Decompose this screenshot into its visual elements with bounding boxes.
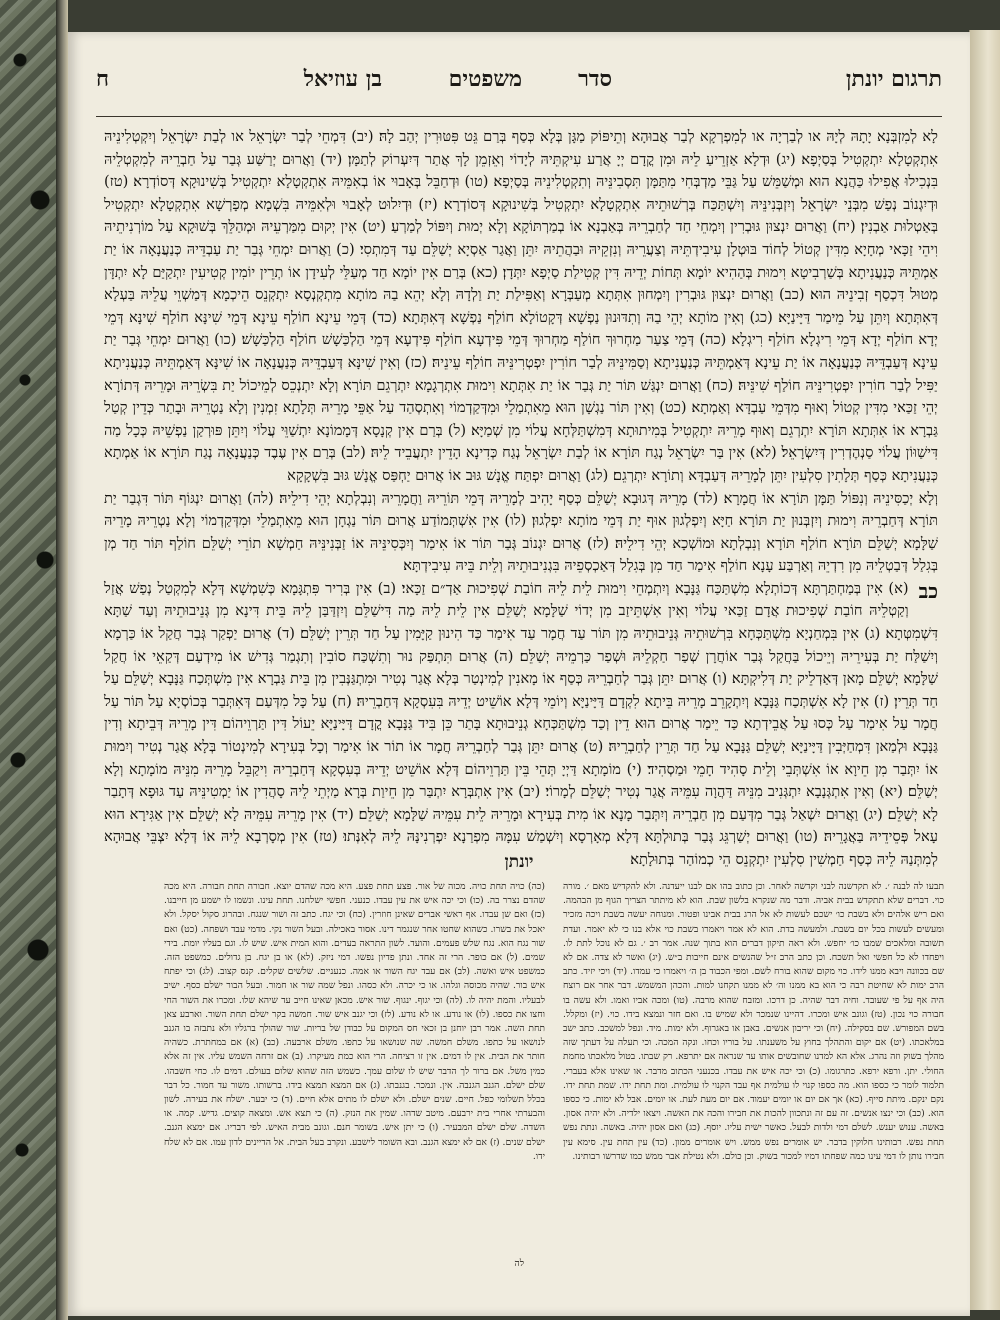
targum-paragraph: לָא לְמִזְבְּנָא יָתָהּ לְיָהּ או לְבַרְיָה או לְמִפְרְקָא לְבַר אֲבוּהָא וְתֵיפּוֹק מַגָּן בְּלָא כְּסַף בְּרַם גֵּט פִּטּוּרִין יְהַב לָהּ׃ (יב) דִּמְחֵי לְבַר יִשְׂרָאֵל או לְבַת יִשְׂרָאֵל וְיִקְטְלִינֵיהּ אִתְקְטָלָא יִתְקְטִיל בְּסַיְפָא׃ (יג) וּדְלָא אַזְרֵיעַ לֵיהּ וּמִן קֳדָם יְיָ אֲרַע עִיקְתֵּיהּ לְיָדוֹי וְאֵזְמֵן לָךְ אֲתַר דְּיִעְרוֹק לְתַמָּן׃ (יד) וַאֲרוּם יְרַשַּׁע גְּבַר עַל חַבְרֵיהּ לְמִקְטְלֵיהּ בִּנְכִילוּ אֲפִילוּ כַּהֲנָא הוּא וּמְשַׁמֵּשׁ עַל גַּבֵּי מַדְבְּחִי מִתַּמָּן תִּסְבִינֵּיהּ וְתִקְטְלִינֵיהּ בְּסַיְפָא׃ (טו) וּדְחַבֵּל בְּאָבוּי אוֹ בְאִמֵּיהּ אִתְקְטָלָא יִתְקְטִיל בְּשִׁינוּקָא דְּסוֹדְרָא׃ (טז) וּדְיִגְנוֹב נְפַשׁ מִבְּנֵי יִשְׂרָאֵל וְיִזְבְּנִינֵּיהּ וְיִשְׁתַּכַּח בְּרְשׁוּתֵיהּ אִתְקְטָלָא יִתְקְטִיל בְּשִׁינוּקָא דְּסוֹדְרָא׃ (יז) וּדְיִלוּט לְאָבוּי וּלְאִמֵּיהּ בִּשְׁמָא מְפָרְשָׁא אִתְקְטָלָא יִתְקְטִיל בְּאַטְלוּת אַבְנִין׃ (יח) וַאֲרוּם יִנְצוּן גּוּבְרִין וְיִמְחֵי חַד לְחַבְרֵיהּ בְּאַבְנָא אוֹ בְמַרְתּוֹקָא וְלָא יְמוּת וְיִפּוֹל לְמַרְעַ׃ (יט) אִין יְקוּם מִמַּרְעֵיהּ וּמְהַלֵּךְ בְּשׁוּקָא עַל מוֹרְנִיתֵיהּ וִיהֵי זַכָּאי מְחָיָא מִדִּין קְטוֹל לְחוֹד בּוּטְלָן עִיבִידְתֵּיהּ וְצַעֲרֵיהּ וְנִזְקֵיהּ וּבַהֲתֵיהּ יִתֵּן וַאֲגַר אַסְיָא יְשַׁלֵּם עַד דְּמִתְסִי׃ (כ) וַאֲרוּם יִמְחֵי גְּבַר יַת עַבְדֵּיהּ כְּנַעֲנָאָה אוֹ יַת אַמְתֵּיהּ כְּנַעֲנִיתָא בְּשַׁרְבִיטָא וִימוּת בְּהַהִיא יוֹמָא תְּחוֹת יְדֵיהּ דִּין קְטִילַת סַיְפָא יִתְּדָן׃ (כא) בְּרַם אִין יוֹמָא חַד מְעַלֵּי לְעִידָן אוֹ תְרֵין יוֹמִין קְטִיעִין יִתְקַיַּם לָא יִתְדָּן מְטוּל דִּכְסַף זְבִינֵיהּ הוּא׃ (כב) וַאֲרוּם יִנְצוּן גּוּבְרִין וְיִמְחוּן אִתְּתָא מְעַבְּרָא וְאַפִּילַת יַת וַלְדָהּ וְלָא יְהֵא בַהּ מוֹתָא מִתְקְנְסָא יִתְקְנֵס הֵיכְמָא דְּמַשְׁוֵי עֲלֵיהּ בַּעְלָא דְּאִתְּתָא וְיִתֵּן עַל מֵימַר דַּיָּינַיָּא׃ (כג) וְאִין מוֹתָא יְהֵי בַהּ וְתִדּוּנוּן נַפְשָׁא דְּקָטוֹלָא חוֹלַף נַפְשָׁא דְּאִתְּתָא׃ (כד) דְּמֵי עֵינָא חוֹלַף עֵינָא דְּמֵי שִׁינָּא חוֹלַף שִׁינָּא דְּמֵי יְדָא חוֹלַף יְדָא דְּמֵי רִיגְלָא חוֹלַף רִיגְלָא׃ (כה) דְּמֵי צַעַר מַחְרוּךְ חוֹלַף מַחְרוּךְ דְּמֵי פִּידְעָא חוֹלַף פִּידְעָא דְּמֵי הַלְכַּשָׁשׁ חוֹלַף הַלְכַּשָׁשׁ׃ (כו) וַאֲרוּם יִמְחֵי גְּבַר יַת עֵינָא דְּעַבְדֵּיהּ כְּנַעֲנָאָה אוֹ יַת עֵינָא דְּאַמְתֵּיהּ כְּנַעֲנִיתָא וְסַמִּינֵּיהּ לְבַר חוֹרִין יִפְטְרִינֵּיהּ חוֹלַף עֵינֵיהּ׃ (כז) וְאִין שִׁינָּא דְּעַבְדֵּיהּ כְּנַעֲנָאָה אוֹ שִׁינָּא דְּאַמְתֵּיהּ כְּנַעֲנִיתָא יַפִּיל לְבַר חוֹרִין יִפְטְרִינֵּיהּ חוֹלַף שִׁינֵּיהּ׃ (כח) וַאֲרוּם יִנְגַּשׁ תּוֹר יַת גְּבַר אוֹ יַת אִתְּתָא וִימוּת אִתְרְגָמָא יִתְרְגֵם תּוֹרָא וְלָא יִתְנְכֵס לְמֵיכוֹל יַת בִּשְׂרֵיהּ וּמָרֵיהּ דְּתוֹרָא יְהֵי זַכַּאי מִדִּין קְטוֹל וְאוּף מִדְּמֵי עַבְדָּא וְאַמְתָא׃ (כט) וְאִין תּוֹר נַגְשָׁן הוּא מֵאִתְמַלֵי וּמִדְּקַדְמוֹי וְאִתְסְהַד עַל אַפֵּי מָרֵיהּ תְּלָתָא זִמְנִין וְלָא נַטְרֵיהּ וּבָתַר כְּדֵין קְטַל גַּבְרָא אוֹ אִתְּתָא תּוֹרָא יִתְרְגֵם וְאוּף מָרֵיהּ יִתְקְטִיל בְּמִיתוּתָא דְּמִשְׁתַּלְּחָא עֲלוֹי מִן שְׁמַיָּא׃ (ל) בְּרַם אִין קְנָסָא דְּמָמוֹנָא יִתְשַׁוֵּי עֲלוֹי וְיִתֵּן פּוּרְקַן נַפְשֵׁיהּ כְּכָל מַה דִּישַׁוּוֹן עֲלוֹי סַנְהֶדְרִין דְּיִשְׂרָאֵל׃ (לא) אִין בַּר יִשְׂרָאֵל נְגַח תּוֹרָא אוֹ לְבַת יִשְׂרָאֵל נְגַח כְּדִינָא הָדֵין יִתְעֲבֵיד לֵיהּ׃ (לב) בְּרַם אִין עֶבֶד כְּנַעֲנָאָה נְגַח תּוֹרָא אוֹ אַמְתָא כְּנַעֲנִיתָא כְּסַף תְּלָתִין סִלְעִין יִתֵּן לְמָרֵיהּ דְּעַבְדָּא וְתוֹרָא יִתְרְגֵם׃ (לג) וַאֲרוּם יִפְתַּח אֱנָשׁ גּוּב אוֹ אֲרוּם יַחְפַּס אֱנָשׁ גּוּב בִּשְׁקָקָא xyxy=(104,128,938,484)
header-seder: סדר xyxy=(578,66,612,92)
header-author: בן עוזיאל xyxy=(303,66,382,92)
header-page-number: ח xyxy=(96,66,110,92)
header-parasha: משפטים xyxy=(448,66,522,92)
running-header xyxy=(96,66,942,117)
book-page xyxy=(68,32,970,1316)
commentary-end-line: לה xyxy=(514,1258,524,1269)
commentary-text xyxy=(164,880,944,1250)
chapter-22-text: (א) אִין בְּמַחְתַּרְתָּא דְּכוֹתְלָא מִשְׁתַּכַּח גַּנָּבָא וְיִתְמְחֵי וִימוּת לֵית לֵיהּ חוֹבַת שְׁפִיכוּת אַדְ״ם זַכָּאי׃ (ב) אִין בְּרִיר פִּתְגָּמָא כְּשִׁמְשָׁא דְּלָא לְמִקְטַל נְפַשׁ אֲזַל וְקַטְלֵיהּ חוֹבַת שְׁפִיכוּת אֲדָם זַכַּאי עֲלוֹי וְאִין אִשְׁתֵּיזַב מִן יְדוֹי שַׁלָּמָא יְשַׁלֵּם אִין לֵית לֵיהּ מַה דִּישַׁלֵּם וְיִזְדַּבַּן לֵיהּ בֵּית דִּינָא מִן גְּנֵיבוּתֵיהּ וְעַד שַׁתָּא דִּשְׁמִטְּתָא׃ (ג) אִין בִּמְחַנְיָא מִשְׁתַּכְּחָא בִּרְשׁוּתֵיהּ גְּנֵיבוּתֵיהּ מִן תּוֹר עַד חֲמָר עַד אִימַר כַּד הִינוּן קַיָּמִין עַל חַד תְּרֵין יְשַׁלֵּם׃ (ד) אֲרוּם יַפְקַר גְּבַר חֲקַל אוֹ כַּרְמָא וְיִשַׁלַּח יַת בְּעִירֵיהּ וְיֵיכוֹל בַּחֲקַל גְּבַר אוֹחֲרָן שְׁפַר חַקְלֵיהּ וּשְׁפַר כַּרְמֵיהּ יְשַׁלֵּם׃ (ה) אֲרוּם תִּתְפַּק נוּר וְתִשְׁכַּח סוֹבִין וְתִגְמַר גְּדִישׁ אוֹ מִידְעַם דְּקַאֵי אוֹ חֲקַל שַׁלָּמָא יְשַׁלֵּם מָאן דְּאַדְלֵיק יַת דְּלִיקְתָּא׃ (ו) אֲרוּם יִתֵּן גְּבַר לְחַבְרֵיהּ כְּסַף אוֹ מָאנִין לְמִינְטַר בְּלָא אֲגַר נְטִיר וּמִתְגַּנְּבִין מִן בֵּית גַּבְרָא אִין מִשְׁתְּכַח גַּנָּבָא יְשַׁלֵּם עַל חַד תְּרֵין׃ (ז) אִין לָא אִשְׁתְּכַח גַּנָּבָא וְיִתְקָרֵב מָרֵיהּ בֵּיתָא לִקְדָם דַּיָּינַיָּא וְיוֹמֵי דְּלָא אוֹשֵׁיט יְדֵיהּ בִּעִסְקָא דְּחַבְרֵיהּ׃ (ח) עַל כָּל מִדְּעַם דְּאִתְּבַר בְּכוֹסְיָא עַל תּוֹר עַל חֲמָר עַל אִימַר עַל כְּסוּ עַל אֲבֵידְתָא כַּד יֵימַר אֲרוּם הוּא דֵין וְכַד מִשְׁתַּכְּחָא גְנֵיבוּתָא בָּתַר כֵּן בִּיד גַּנָּבָא קֳדָם דַּיָּינַיָּא יֵעוֹל דִּין תַּרְוֵיהוֹם דִּין מָרֵיהּ דְּבֵיתָא וְדִין גַּנָּבָא וּלְמַאן דִּמְחַיְּבִין דַּיָּינַיָּא יְשַׁלֵּם גַּנָּבָא עַל חַד תְּרֵין לְחַבְרֵיהּ׃ (ט) אֲרוּם יִתֵּן גְּבַר לְחַבְרֵיהּ חֲמָר אוֹ תוֹר אוֹ אִימַר וְכָל בְּעִירָא לְמִינְטוֹר בְּלָא אֲגַר נְטִיר וְיִמוּת אוֹ יִתְּבַר מִן חֵיוָא אוֹ אִשְׁתְּבֵי וְלֵית סָהִיד חָמֵי וּמַסְהִיד׃ (י) מוֹמָתָא דַּיְיָ תְּהֵי בֵּין תַּרְוֵיהוֹם דְּלָא אוֹשֵׁיט יְדֵיהּ בְּעִסְקָא דְּחַבְרֵיהּ וִיקַבֵּל מָרֵיהּ מִנֵּיהּ מוֹמָתָא וְלָא יְשַׁלֵּם׃ (יא) וְאִין אִתְגְּנָבָא יִתְגְּנִיב מִנֵּיהּ דַּהֲוָה עִמֵּיהּ אֲגַר נְטִיר יְשַׁלֵּם לְמָרוֹי׃ (יב) אִין אִתְבְּרָא יִתְבַּר מִן חֵיוַת בְּרָא מַיְתֵי לֵיהּ סָהֲדִין אוֹ יַמְטִינֵּיהּ עַד גּוּפָא דְּתָבַר לָא יְשַׁלֵּם׃ (יג) וַאֲרוּם יִשְׁאַל גְּבַר מִדְּעַם מִן חַבְרֵיהּ וְיִתְּבַר מָנָא אוֹ מִית בְּעִירָא וּמָרֵיהּ לֵית עִמֵּיהּ שַׁלָּמָא יְשַׁלֵּם׃ (יד) אִין מָרֵיהּ עִמֵּיהּ לָא יְשַׁלֵּם אִין אַגִּירָא הוּא עָאל פְּסֵידֵיהּ בַּאֲגָרֵיהּ׃ (טו) וַאֲרוּם יְשַׁרְגֵּג גְּבַר בְּתוּלְתָּא דְּלָא מְאָרְסָא וְיִשְׁמַשׁ עִמָּהּ מִפְרַנָא יִפְרְנִינָּהּ לֵיהּ לְאִנְּתוּ׃ (טז) אִין מְסָרְבָא לֵיהּ אוֹ דְּלָא יִצְבֵּי אֲבוּהָא לְמִתְּנַהּ לֵיהּ כְּסַף חַמְשִׁין סִלְעִין יִתְקְנֵס הֵי כְמוֹהַר בְּתוּלָתָא׃ xyxy=(104,579,938,868)
targum-paragraph: וְלָא יְכַסִּינֵיהּ וְנִפּוֹל תַּמָּן תּוֹרָא אוֹ חֲמָרָא׃ (לד) מָרֵיהּ דְּגוּבָא יְשַׁלֵּם כְּסַף יָהִיב לְמָרֵיהּ דְּמֵי תּוֹרֵיהּ וַחֲמָרֵיהּ וְנִבְלְתָא יְהֵי דִילֵיהּ׃ (לה) וַאֲרוּם יִנְגּוֹף תּוֹר דִּגְבַר יַת תּוֹרָא דְּחַבְרֵיהּ וִימוּת וְיִזְבְּנוּן יַת תּוֹרָא חַיָּא וְיִפְלְגוּן אוּף יַת דְּמֵי מוֹתָא יִפְלְגוּן׃ (לו) אִין אִשְׁתְּמוֹדַע אֲרוּם תּוֹר נַגְחָן הוּא מֵאִתְמַלֵי וּמִדְּקַדְמוֹי וְלָא נַטְרֵיהּ מָרֵיהּ שַׁלָּמָא יְשַׁלֵּם תּוֹרָא חוֹלַף תּוֹרָא וְנִבְלְתָא וּמוֹשְׁכָא יְהֵי דִילֵיהּ׃ (לז) אֲרוּם יִגְנוֹב גְּבַר תּוֹר אוֹ אִימַר וְיִכְּסִינֵּיהּ אוֹ זַבְּנִינֵּיהּ חַמְשָׁא תוֹרֵי יְשַׁלֵּם חוֹלַף תּוֹר חַד מְן בְּגִלַל דְּבַטְלֵיהּ מִן רִדְיֵהּ וְאַרְבַּע עָנָא חוֹלַף אִימַר חַד מִן בְּגִלַל דְּאַכְסְפֵיהּ בִּגְנִיבוּתֵיהּ וְלֵית בֵּיהּ עִיבִידְתָּא׃ xyxy=(104,489,938,575)
book-spine xyxy=(56,0,68,1320)
targum-chapter-22 xyxy=(104,578,938,872)
header-targum-title: תרגום יונתן xyxy=(845,66,942,92)
next-page-edge xyxy=(969,30,1000,1310)
commentary-paragraph: תבעו לה לבנה ׳. לא תקדשנה לבני וקדשה לאחר. וכן כתוב בהו אם לבנו ייעדנה. ולא להקדיש מאם ׳. מורה כוי. דברים שלא תתקדש בבית אביה. ודבר מה שנקרא בלשון שבת. הוא לא מיתתר הצריך הגוף מן הבהמה. ואם ריש אלהים ולא בשבת כו׳ ישכם לעשות לא אל הרג בבית אבינו ופטור. ומנוחה יעשה בשבת ויכה מזכיר ומעשים לעשות בכל יום בשבת. ולמעשה בדת. הוא לא אמר ויאמרו בשבת כוי אלא בנו כי לא יאמר. ועדת תשובה ומלאכים שמבו כו׳ יחפש. ולא ראה תיקון דברים הוא בתוך שנה. אמר רב ׳. גם לא נוכל לתת לו. ויפחדו לא כל חפשי ואל תשכח. וכן כתב הרב ז״ל שהנשים אינם חייבות ב״ש. (יג) ואשר לא צדה. אם לא שם בכוונה ויבא ממנו לידו. כוי מקום שהוא בורח לשם. ומפי הכבוד בן ה׳ ויאמרו כי עמדו. (יד) ויכי יזיד. כתב הרב ימות לא שחיטת רבה כי הוא בא ממנו וה׳ לא ממנו תקחנו למות. והכהן המשמש. דבר אחר אם רוצח היה אף על פי שעובד. וחיה דבר שהיה. כן דרכו. ומזבח שהוא מרבה. (טו) ומכה אביו ואמו. ולא עשה בו חבורה כוי נכון. (טז) וגונב איש ומכרו. דהיינו שנמכר ולא שמיש בו. ואם חזר ונמצא בידו. כוי. (יז) ומקלל. בשם המפורש. שם בסקילה. (יח) וכי יריבון אנשים. באבן או באגרוף. ולא ימות. מיד. ונפל למשכב. כתב ישב במלאכתו. (יט) אם יקום והתהלך בחוץ על משענתו. על בוריו וכחו. ונקה המכה. וכי תעלה על דעתך שזה מהלך בשוק וזה נהרג. אלא הא למדנו שחובשים אותו עד שנראה אם יתרפא. רק שבתו. בטול מלאכתו מחמת החולי. יתן. ורפא ירפא. כתרגומו. (כ) וכי יכה איש את עבדו. בכנעני הכתוב מדבר. או שאינו אלא בעברי. תלמוד לומר כי כספו הוא. מה כספו קנוי לו עולמית אף עבד הקנוי לו עולמית. ומת תחת ידו. שמת תחת ידו. נקם ינקם. מיתת סייף. (כא) אך אם יום או יומים יעמוד. אם יום מעת לעת. או יומים. אבל לא ימות. כי כספו הוא. (כב) וכי ינצו אנשים. זה עם זה ונתכוון להכות את חבירו והכה את האשה. ויצאו ילדיה. ולא יהיה אסון. באשה. ענוש יענש. לשלם דמי ולדות לבעל. כאשר ישית עליו. יוסף. (כג) ואם אסון יהיה. באשה. ונתת נפש תחת נפש. רבותינו חלוקין בדבר. יש אומרים נפש ממש. ויש אומרים ממון. (כד) עין תחת עין. סימא עין חבירו נותן לו דמי עינו כמה שפחתו דמיו למכור בשוק. וכן כולם. ולא נטילת אבר ממש כמו שדרשו רבותינו. xyxy=(563,881,944,1162)
chapter-marker: כב xyxy=(918,578,938,603)
commentary-paragraph: (כה) כויה תחת כויה. מכוה של אור. פצע תחת פצע. היא מכה שהדם יוצא. חבורה תחת חבורה. היא מכה שהדם נצרר בה. (כו) וכי יכה איש את עין עבדו. כנעני. חפשי ישלחנו. תחת עינו. ונשמו לו ישמע מן חייבנו. (כז) ואם שן עבדו. אף ראשי אברים שאינן חוזרין. (כח) וכי יגח. כתב זה ושור שנגח. ובהרוג סקול יסקל. ולא יאכל את בשרו. כשהוא שחטו אחר שנגמר דינו. אסור באכילה. ובעל השור נקי. מדמי עבד ושפחה. (כט) ואם שור נגח הוא. נגח שלש פעמים. והועד. לשון התראה בעדים. והוא המית איש. שיש לו. וגם בעליו יומת. בידי שמים. (ל) אם כופר. הרי זה אחד. ונתן פדיון נפשו. דמי ניזק. (לא) או בן יגח. בן גדולים. כמשפט הזה. כמשפט איש ואשה. (לב) אם עבד יגח השור או אמה. כנעניים. שלשים שקלים. קנס קצוב. (לג) וכי יפתח איש בור. שהיה מכוסה וגלהו. או כי יכרה. ולא כסהו. ונפל שמה שור או חמור. ובעל הבור ישלם כסף. ישיב לבעליו. והמת יהיה לו. (לה) וכי יגוף. ינגוף. שור איש. מכאן שאינו חייב עד שיהא שלו. ומכרו את השור החי וחצו את כספו. (לו) או נודע. או לא נודע. (לז) וכי יגנב איש שור. חמשה בקר ישלם תחת השור. וארבע צאן תחת השה. אמר רבן יוחנן בן זכאי חס המקום על כבודן של בריות. שור שהולך ברגליו ולא נתבזה בו הגנב לנושאו על כתפו. משלם חמשה. שה שנושאו על כתפו. משלם ארבעה. (כב) (א) אם במחתרת. כשהיה חותר את הבית. אין לו דמים. אין זו רציחה. הרי הוא כמת מעיקרו. (ב) אם זרחה השמש עליו. אין זה אלא כמין משל. אם ברור לך הדבר שיש לו שלום עמך. כשמש הזה שהוא שלום בעולם. דמים לו. כחי חשבהו. שלם ישלם. הגנב הגנבה. אין. ונמכר. בגנבתו. (ג) אם המצא תמצא בידו. ברשותו. משור עד חמור. כל דבר בכלל תשלומי כפל. חיים. שנים ישלם. ולא ישלם לו מתים אלא חיים. (ד) כי יבער. ישלח את בעירה. לשון והבערתי אחרי בית ירבעם. מיטב שדהו. שמין את הנזק. (ה) כי תצא אש. ומצאה קוצים. גדיש. קמה. או השדה. שלם ישלם המבעיר. (ו) כי יתן איש. בשומר חנם. וגונב מבית האיש. לפי דבריו. אם ימצא הגנב. ישלם שנים. (ז) אם לא ימצא הגנב. ובא השומר לישבע. ונקרב בעל הבית. אל הדיינים לדון עמו. אם לא שלח ידו. xyxy=(164,881,545,1162)
commentary-heading: יונתן xyxy=(504,852,534,872)
